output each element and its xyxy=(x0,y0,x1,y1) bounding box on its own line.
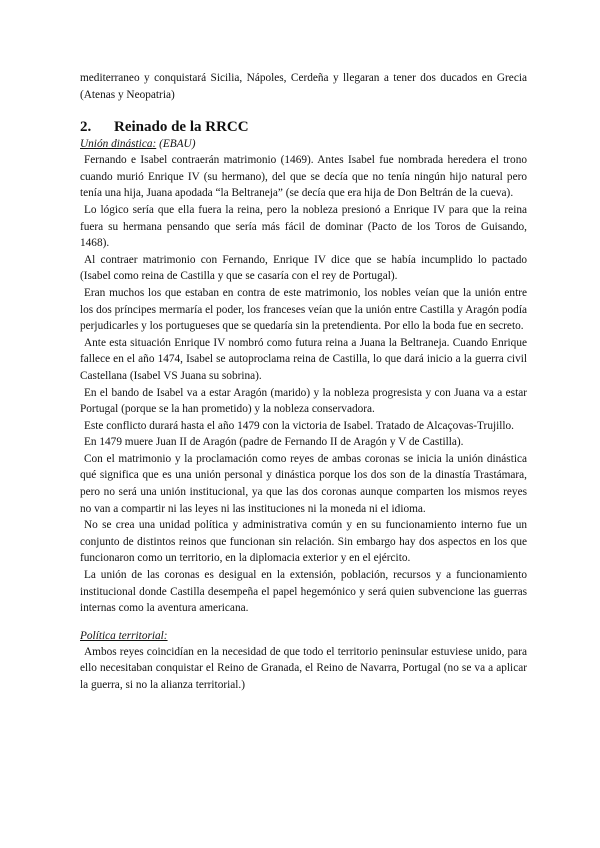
union-paragraph-5: Ante esta situación Enrique IV nombró como futura reina a Juana la Beltraneja. Cuando Enrique fallece en el año 1474, Isabel se autoproclama reina de Castilla, lo que dará inicio a la guerra civil Castellana (Isabel VS Juana su sobrina). xyxy=(80,336,527,382)
union-paragraph-10: No se crea una unidad política y administrativa común y en su funcionamiento interno fue un conjunto de distintos reinos que funcionan sin relación. Sin embargo hay dos aspectos en los que funcionaron como un territorio, en la diplomacia exterior y en el ejército. xyxy=(80,519,527,565)
union-paragraph-6: En el bando de Isabel va a estar Aragón (marido) y la nobleza progresista y con Juana va a estar Portugal (porque se la han prometido) y la nobleza conservadora. xyxy=(80,386,527,416)
section-number: 2. xyxy=(80,119,92,136)
union-heading-note: (EBAU) xyxy=(156,138,196,151)
union-paragraph-7: Este conflicto durará hasta el año 1479 con la victoria de Isabel. Tratado de Alcaçovas-Trujillo. xyxy=(84,419,514,432)
union-paragraph-3: Al contraer matrimonio con Fernando, Enrique IV dice que se había incumplido lo pactado (Isabel como reina de Castilla y que se casaría con el rey de Portugal). xyxy=(80,253,527,283)
intro-paragraph: mediterraneo y conquistará Sicilia, Nápoles, Cerdeña y llegaran a tener dos ducados en Grecia (Atenas y Neopatria) xyxy=(80,72,527,101)
union-paragraph-9: Con el matrimonio y la proclamación como reyes de ambas coronas se inicia la unión dinástica qué significa que es una unión personal y dinástica porque los dos son de la dinastía Trastámara, pero no será una unión institucional, ya que las dos coronas aunque comparten los mismos reyes no van a compartir ni las leyes ni las instituciones ni la moneda ni el idioma. xyxy=(80,452,527,515)
union-paragraph-1: Fernando e Isabel contraerán matrimonio (1469). Antes Isabel fue nombrada heredera el trono cuando murió Enrique IV (su hermano), del que se decía que no tenía ningún hijo natural pero tenía una hija, Juana apodada “la Beltraneja” (se decía que era hija de Don Beltrán de la cueva). xyxy=(80,154,527,200)
union-paragraph-4: Eran muchos los que estaban en contra de este matrimonio, los nobles veían que la unión entre los dos príncipes mermaría el poder, los franceses veían que la unión entre Castilla y Aragón podía perjudicarles y los portugueses que se quedaría sin la pretendienta. Por ello la boda fue en secreto. xyxy=(80,286,527,333)
subheading-union-dinastica xyxy=(80,137,527,152)
union-heading-text: Unión dinástica: xyxy=(80,138,157,151)
section-title: Reinado de la RRCC xyxy=(114,119,249,136)
document-page xyxy=(80,70,527,694)
union-paragraph-2: Lo lógico sería que ella fuera la reina, pero la nobleza presionó a Enrique IV para que la reina fuera su hermana pensando que sería más fácil de dominar (Pacto de los Toros de Guisando, 1468). xyxy=(80,203,527,250)
politica-heading-text: Política territorial: xyxy=(80,629,168,642)
politica-paragraph-1: Ambos reyes coincidían en la necesidad de que todo el territorio peninsular estuviese unido, para ello necesitaban conquistar el Reino de Granada, el Reino de Navarra, Portugal (no se va a aplicar la guerra, si no la alianza territorial.) xyxy=(80,645,527,691)
section-heading xyxy=(80,117,527,137)
union-paragraph-11: La unión de las coronas es desigual en la extensión, población, recursos y a funcionamiento institucional donde Castilla desempeña el papel hegemónico y será quien subvencione las guerras internas como la aventura americana. xyxy=(80,569,527,615)
subheading-politica-territorial xyxy=(80,629,527,644)
union-paragraph-8: En 1479 muere Juan II de Aragón (padre de Fernando II de Aragón y V de Castilla). xyxy=(84,436,464,449)
